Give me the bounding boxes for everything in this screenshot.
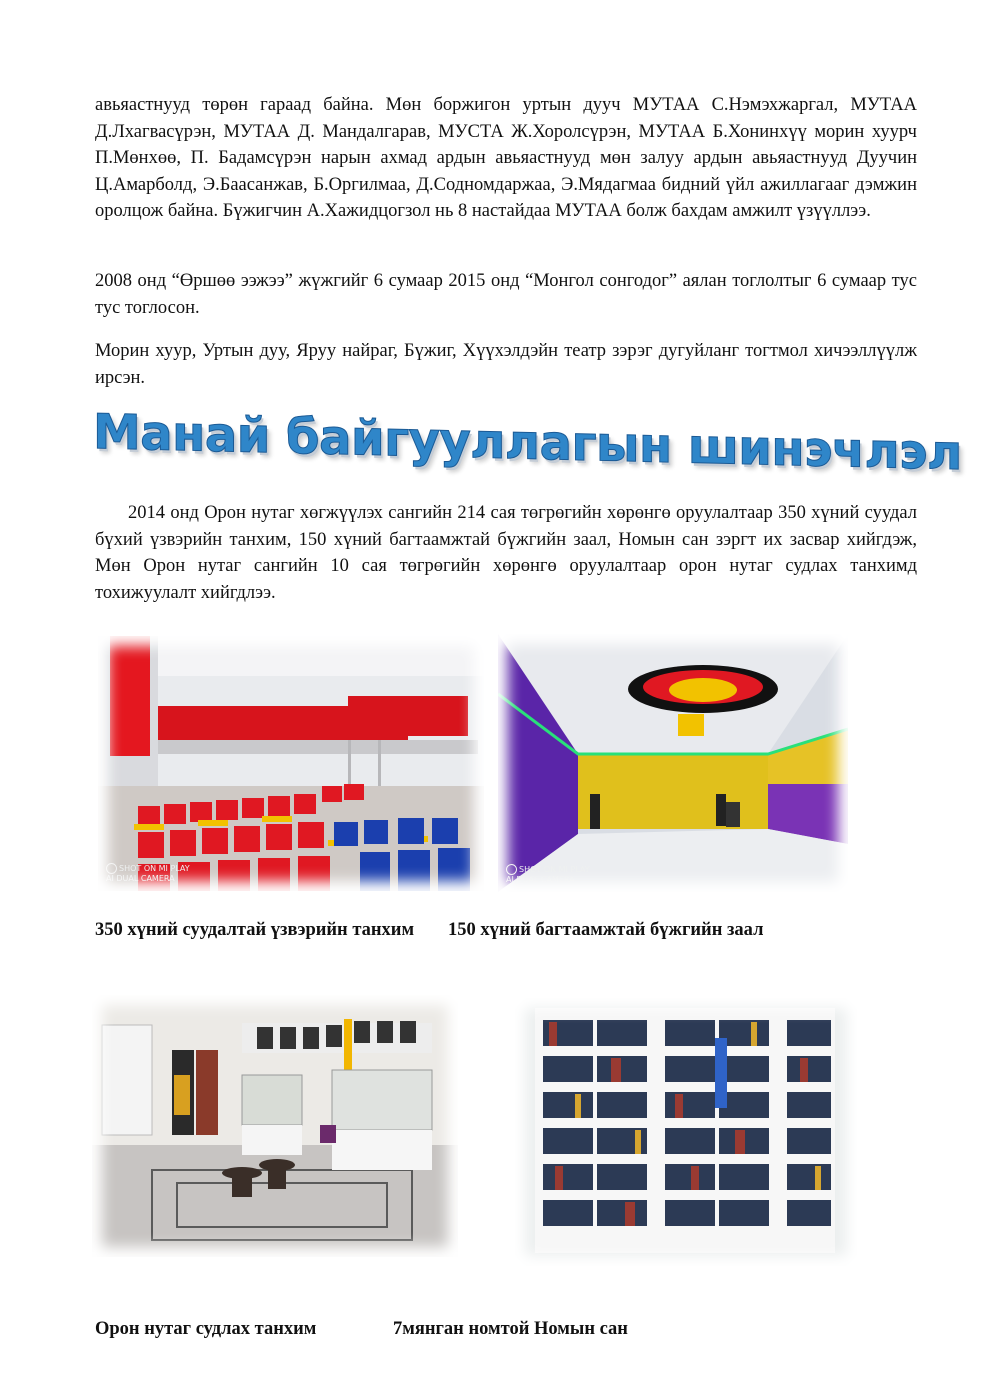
camera-watermark: SHOT ON MI PLAY AI DUAL CAMERA — [106, 864, 190, 883]
caption-library: 7мянган номтой Номын сан — [393, 1319, 628, 1339]
auditorium-photo — [98, 636, 484, 891]
paragraph-clubs: Морин хуур, Уртын дуу, Яруу найраг, Бүжиг, Хүүхэлдэйн театр зэрэг дугуйланг тогтмол хичээллүүлж ирсэн. — [95, 341, 917, 388]
caption-dance-hall: 150 хүний багтаамжтай бүжгийн заал — [448, 920, 764, 940]
section-heading: Манай байгууллагын шинэчлэл — [93, 404, 962, 482]
watermark-dot-icon — [506, 864, 517, 875]
caption-auditorium: 350 хүний суудалтай үзвэрийн танхим — [95, 920, 415, 940]
caption-local-studies-room: Орон нутаг судлах танхим — [95, 1319, 317, 1339]
local-studies-room-photo — [92, 995, 458, 1257]
library-photo — [515, 998, 857, 1266]
paragraph-renovation: 2014 онд Орон нутаг хөгжүүлэх сангийн 214 сая төгрөгийн хөрөнгө оруулалтаар 350 хүний суудал бүхий үзвэрийн танхим, 150 хүний багтаамжтай бүжгийн заал, Номын сан зэргт их засвар хийгдэж, Мөн Орон нутаг сангийн 10 сая төгрөгийн хөрөнгө оруулалтаар орон нутаг судлах танхимд тохижуулалт хийгдлээ. — [95, 503, 917, 603]
watermark-dot-icon — [106, 863, 117, 874]
paragraph-artists: авьяастнууд төрөн гараад байна. Мөн боржигон уртын дууч МУТАА С.Нэмэхжаргал, МУТАА Д.Лхагвасүрэн, МУТАА Д. Мандалгарав, МУСТА Ж.Хоролсүрэн, МУТАА Б.Хонинхүү морин хуурч П.Мөнхөө, П. Бадамсүрэн нарын ахмад ардын авьяастнууд мөн залуу ардын авьяастнууд Дуучин Ц.Амарболд, Э.Баасанжав, Б.Оргилмаа, Д.Содномдаржаа, Э.Мядагмаа бидний үйл ажиллагааг дэмжин оролцож байна. Бүжигчин А.Хажидцогзол нь 8 настайдаа МУТАА болж бахдам амжилт үзүүллээ. — [95, 95, 917, 221]
camera-watermark: SHOT ON MI PLAY AI DUAL CAMERA — [506, 865, 590, 884]
paragraph-tours: 2008 онд “Өршөө ээжээ” жүжгийг 6 сумаар 2015 онд “Монгол сонгодог” аялан тоглолтыг 6 сумаар тус тус тоглосон. — [95, 271, 917, 318]
dance-hall-photo — [498, 634, 848, 892]
